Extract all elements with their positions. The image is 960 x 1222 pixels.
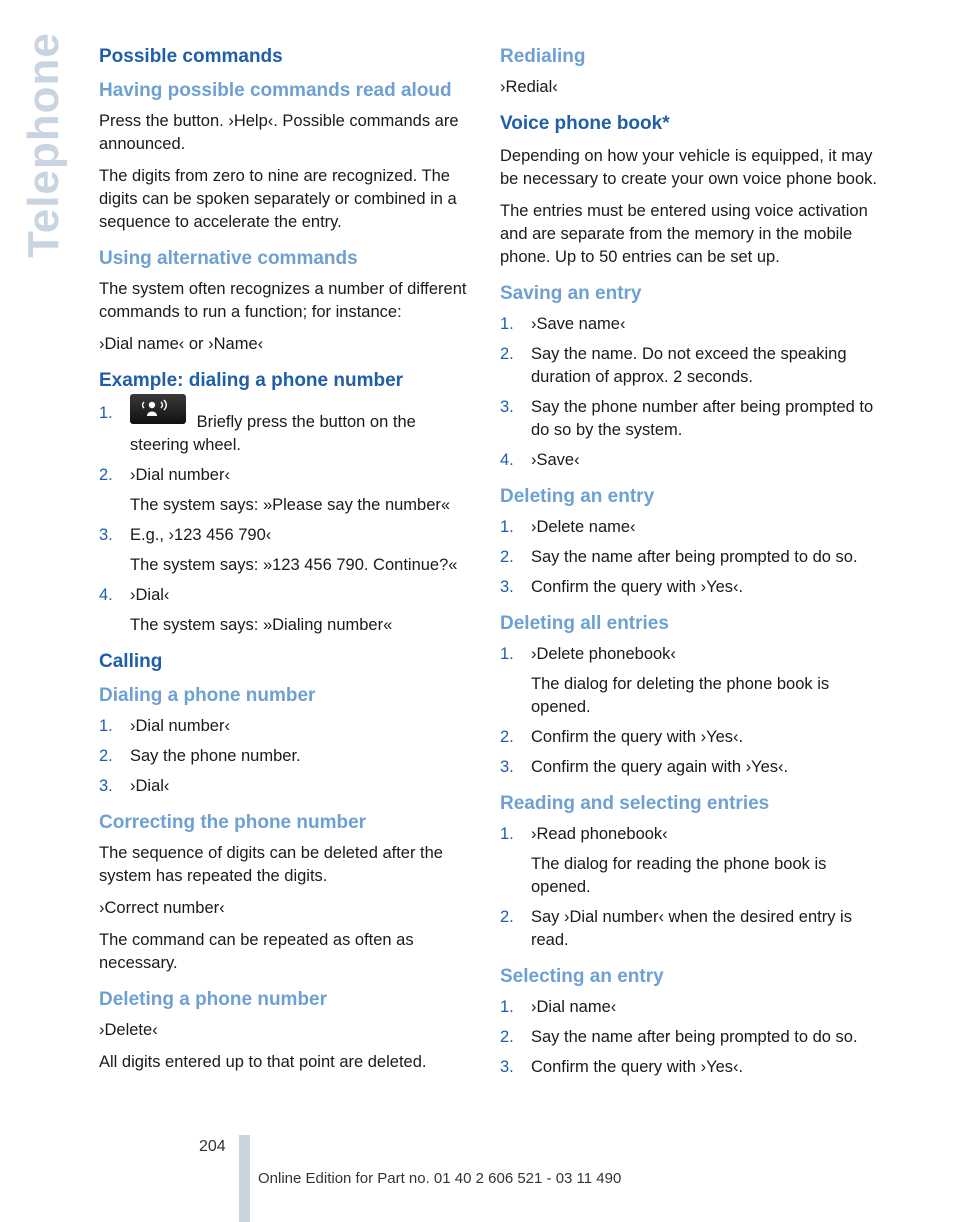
- section-possible-commands: [99, 44, 475, 234]
- paragraph: Press the button. ›Help‹. Possible commands are announced.: [99, 112, 459, 153]
- list-item-note: The system says: »123 456 790. Continue?«: [130, 556, 458, 574]
- list-item-number: 3.: [500, 578, 514, 596]
- list-item: [500, 1026, 878, 1049]
- deleting-entry-steps-list: [500, 516, 878, 599]
- list-item-text: Say the phone number.: [130, 747, 301, 765]
- list-item-number: 3.: [500, 758, 514, 776]
- heading-deleting-number: Deleting a phone number: [99, 989, 328, 1010]
- paragraph: ›Delete‹: [99, 1021, 158, 1039]
- list-item: [500, 906, 878, 952]
- list-item-number: 1.: [99, 404, 113, 422]
- list-item-note: The dialog for reading the phone book is opened.: [531, 855, 827, 896]
- list-item: [99, 584, 475, 637]
- heading-correcting-number: Correcting the phone number: [99, 812, 367, 833]
- section-side-tab: [19, 32, 69, 258]
- section-voice-phone-book: [500, 111, 878, 269]
- heading-redialing: Redialing: [500, 46, 586, 67]
- section-alternative-commands: [99, 246, 475, 356]
- list-item: [500, 1056, 878, 1079]
- list-item: [500, 643, 878, 719]
- list-item-text: Say the name. Do not exceed the speaking duration of approx. 2 seconds.: [531, 345, 847, 386]
- list-item-number: 3.: [500, 398, 514, 416]
- list-item-number: 2.: [500, 548, 514, 566]
- list-item: [500, 823, 878, 899]
- list-item-text: E.g., ›123 456 790‹: [130, 526, 272, 544]
- list-item: [99, 745, 475, 768]
- list-item: [500, 756, 878, 779]
- heading-calling: Calling: [99, 651, 163, 672]
- list-item-number: 2.: [99, 466, 113, 484]
- list-item-number: 4.: [500, 451, 514, 469]
- section-deleting-all: [500, 611, 878, 779]
- paragraph: ›Redial‹: [500, 78, 558, 96]
- heading-deleting-entry: Deleting an entry: [500, 486, 655, 507]
- list-item-text: ›Save name‹: [531, 315, 626, 333]
- list-item-text: Say the phone number after being prompted to do so by the system.: [531, 398, 874, 439]
- section-example-dialing: [99, 368, 475, 637]
- left-column: [99, 44, 475, 1083]
- list-item-note: The system says: »Dialing number«: [130, 616, 393, 634]
- list-item-text: ›Delete phonebook‹: [531, 645, 676, 663]
- list-item: [99, 464, 475, 517]
- paragraph: The system often recognizes a number of different commands to run a function; for instance:: [99, 280, 467, 321]
- paragraph: Depending on how your vehicle is equipped, it may be necessary to create your own voice phone book.: [500, 147, 877, 188]
- calling-steps-list: [99, 715, 475, 798]
- heading-alternative-commands: Using alternative commands: [99, 248, 358, 269]
- heading-deleting-all: Deleting all entries: [500, 613, 669, 634]
- list-item-number: 1.: [500, 518, 514, 536]
- list-item-text: Say ›Dial number‹ when the desired entry is read.: [531, 908, 852, 949]
- selecting-steps-list: [500, 996, 878, 1079]
- voice-command-icon: [130, 394, 186, 424]
- section-correcting: [99, 810, 475, 975]
- paragraph: The entries must be entered using voice activation and are separate from the memory in the mobile phone. Up to 50 entries can be set up.: [500, 202, 868, 266]
- list-item-number: 1.: [99, 717, 113, 735]
- list-item-number: 2.: [500, 908, 514, 926]
- heading-dialing-number: Dialing a phone number: [99, 685, 316, 706]
- list-item: [500, 449, 878, 472]
- reading-steps-list: [500, 823, 878, 952]
- list-item-text: ›Save‹: [531, 451, 580, 469]
- list-item-number: 1.: [500, 998, 514, 1016]
- paragraph: The command can be repeated as often as necessary.: [99, 931, 414, 972]
- heading-saving-entry: Saving an entry: [500, 283, 642, 304]
- page-number: 204: [199, 1138, 226, 1155]
- list-item: [500, 516, 878, 539]
- section-selecting-entry: [500, 964, 878, 1079]
- section-saving-entry: [500, 281, 878, 472]
- section-reading-entries: [500, 791, 878, 952]
- list-item-number: 3.: [99, 526, 113, 544]
- paragraph: The sequence of digits can be deleted after the system has repeated the digits.: [99, 844, 443, 885]
- list-item-text: ›Dial‹: [130, 777, 170, 795]
- list-item-number: 4.: [99, 586, 113, 604]
- footer-accent-bar: [239, 1135, 250, 1222]
- list-item-number: 2.: [500, 1028, 514, 1046]
- list-item: [500, 396, 878, 442]
- list-item-note: The system says: »Please say the number«: [130, 496, 451, 514]
- list-item-text: ›Dial number‹: [130, 466, 230, 484]
- heading-selecting-entry: Selecting an entry: [500, 966, 664, 987]
- list-item-number: 3.: [500, 1058, 514, 1076]
- list-item-text: Say the name after being prompted to do so.: [531, 548, 858, 566]
- list-item-text: Confirm the query again with ›Yes‹.: [531, 758, 789, 776]
- list-item-text: Briefly press the button on the steering wheel.: [130, 413, 416, 454]
- list-item: [99, 775, 475, 798]
- heading-example-dialing: Example: dialing a phone number: [99, 370, 404, 391]
- list-item-text: ›Dial number‹: [130, 717, 230, 735]
- list-item: [500, 996, 878, 1019]
- list-item: [500, 546, 878, 569]
- paragraph: ›Dial name‹ or ›Name‹: [99, 335, 264, 353]
- list-item-note: The dialog for deleting the phone book is opened.: [531, 675, 830, 716]
- list-item-text: ›Dial‹: [130, 586, 170, 604]
- list-item: [500, 343, 878, 389]
- paragraph: The digits from zero to nine are recognized. The digits can be spoken separately or combined in a sequence to accelerate the entry.: [99, 167, 457, 231]
- list-item-number: 3.: [99, 777, 113, 795]
- list-item: [500, 726, 878, 749]
- list-item-text: ›Read phonebook‹: [531, 825, 668, 843]
- list-item-text: Say the name after being prompted to do so.: [531, 1028, 858, 1046]
- list-item-number: 1.: [500, 825, 514, 843]
- list-item: [500, 313, 878, 336]
- list-item: [99, 402, 475, 457]
- list-item-number: 2.: [500, 728, 514, 746]
- list-item: [500, 576, 878, 599]
- heading-voice-phone-book: Voice phone book*: [500, 113, 670, 134]
- list-item-number: 2.: [500, 345, 514, 363]
- paragraph: All digits entered up to that point are deleted.: [99, 1053, 427, 1071]
- paragraph: ›Correct number‹: [99, 899, 225, 917]
- list-item-number: 2.: [99, 747, 113, 765]
- saving-steps-list: [500, 313, 878, 472]
- list-item-text: Confirm the query with ›Yes‹.: [531, 578, 744, 596]
- section-calling: [99, 649, 475, 798]
- list-item-text: Confirm the query with ›Yes‹.: [531, 728, 744, 746]
- list-item-text: Confirm the query with ›Yes‹.: [531, 1058, 744, 1076]
- list-item-text: ›Delete name‹: [531, 518, 636, 536]
- example-steps-list: [99, 402, 475, 637]
- list-item-text: ›Dial name‹: [531, 998, 617, 1016]
- section-redialing: [500, 44, 878, 99]
- list-item: [99, 715, 475, 738]
- deleting-all-steps-list: [500, 643, 878, 779]
- heading-reading-entries: Reading and selecting entries: [500, 793, 770, 814]
- list-item-number: 1.: [500, 645, 514, 663]
- section-deleting-number: [99, 987, 475, 1074]
- list-item-number: 1.: [500, 315, 514, 333]
- heading-read-aloud: Having possible commands read aloud: [99, 80, 452, 101]
- list-item: [99, 524, 475, 577]
- section-deleting-entry: [500, 484, 878, 599]
- heading-possible-commands: Possible commands: [99, 46, 283, 67]
- section-side-tab-label: Telephone: [19, 32, 69, 258]
- footer-edition-text: Online Edition for Part no. 01 40 2 606 521 - 03 11 490: [258, 1170, 622, 1187]
- right-column: [500, 44, 878, 1089]
